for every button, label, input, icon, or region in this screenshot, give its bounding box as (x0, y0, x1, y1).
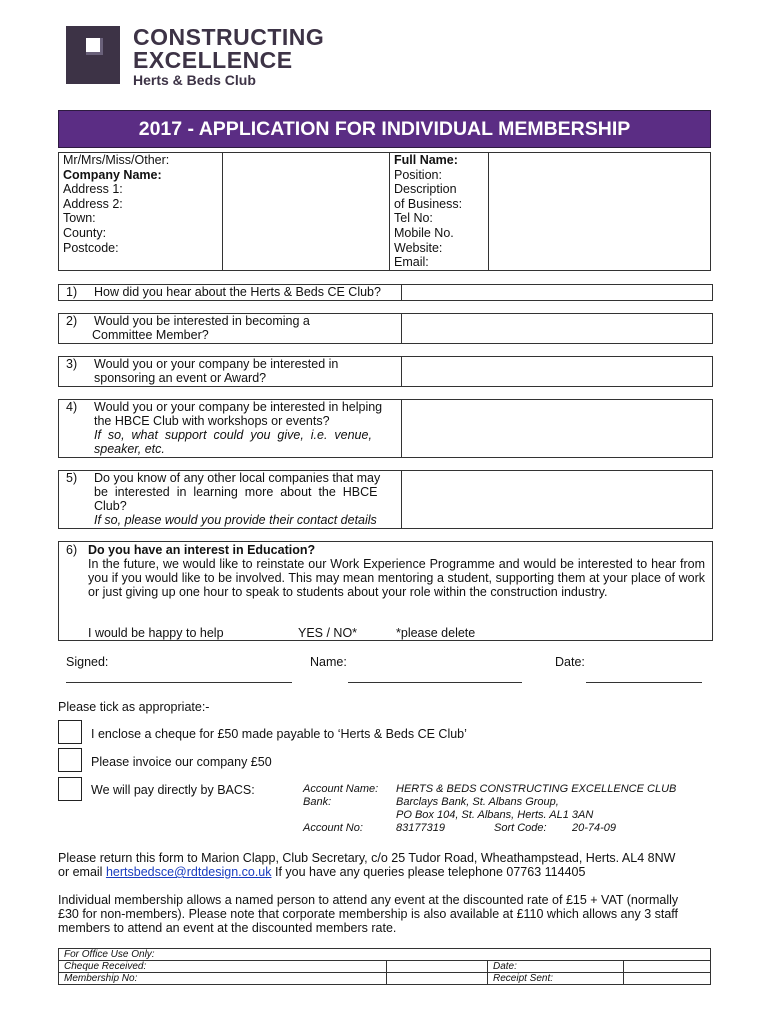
office-membership-label: Membership No: (59, 973, 387, 985)
logo-mark (66, 26, 120, 84)
office-date-label: Date: (488, 961, 624, 973)
q3-divider (401, 357, 402, 386)
date-label: Date: (555, 655, 585, 669)
bank-line1: Barclays Bank, St. Albans Group, (396, 796, 559, 808)
individual-line1: Individual membership allows a named person to attend any event at the discounted rate of £15 + VAT (normally (58, 893, 679, 907)
return-line2 (58, 865, 585, 879)
label-position: Position: (394, 167, 442, 182)
date-line[interactable] (586, 682, 702, 683)
q5-text (94, 471, 399, 527)
account-no-label: Account No: (303, 822, 363, 834)
q5-number: 5) (66, 471, 78, 485)
logo-line2: EXCELLENCE (133, 47, 293, 73)
details-left-input[interactable] (223, 153, 390, 271)
office-receipt-value[interactable] (624, 973, 711, 985)
details-right-input[interactable] (489, 153, 711, 271)
q6-happy: I would be happy to help (88, 626, 224, 640)
q1-divider (401, 285, 402, 300)
q2-line1: Would you be interested in becoming a (94, 314, 310, 328)
q5-line1: Do you know of any other local companies that may (94, 471, 381, 485)
logo-mark-inner (86, 38, 103, 55)
label-county: County: (63, 225, 107, 240)
office-receipt-label: Receipt Sent: (488, 973, 624, 985)
label-address1: Address 1: (63, 182, 123, 197)
sort-code-label: Sort Code: (494, 822, 547, 834)
q6-body: In the future, we would like to reinstate our Work Experience Programme and would be interested to hear from you if you would like to be involved. This may mean mentoring a student, supporting them at your place of work or just giving up one hour to speak to students about your role within the construction industry. (88, 557, 705, 599)
label-town: Town: (63, 211, 96, 226)
sort-code-value: 20-74-09 (572, 822, 617, 834)
q3-text (94, 357, 399, 385)
q1-number: 1) (66, 285, 78, 299)
account-name-value: HERTS & BEDS CONSTRUCTING EXCELLENCE CLUB (396, 783, 677, 795)
logo-line3: Herts & Beds Club (133, 72, 256, 88)
q3-line2: sponsoring an event or Award? (94, 371, 267, 385)
q5-line2: be interested in learning more about the HBCE (94, 485, 378, 499)
q2-line2: Committee Member? (92, 328, 209, 342)
q5-divider (401, 471, 402, 528)
label-business: of Business: (394, 196, 463, 211)
office-title: For Office Use Only: (59, 949, 711, 961)
invoice-checkbox[interactable] (58, 748, 82, 772)
page-title: 2017 - APPLICATION FOR INDIVIDUAL MEMBERSHIP (58, 110, 711, 148)
label-website: Website: (394, 240, 443, 255)
q4-text (94, 400, 399, 456)
q5-line3: Club? (94, 499, 127, 513)
email-link[interactable]: hertsbedsce@rdtdesign.co.uk (105, 865, 272, 879)
q2-number: 2) (66, 314, 78, 328)
q4-line2: the HBCE Club with workshops or events? (94, 414, 330, 428)
bank-label: Bank: (303, 796, 332, 808)
office-use-table (58, 948, 711, 985)
q4-number: 4) (66, 400, 78, 414)
q2-text (94, 314, 399, 342)
q4-line1: Would you or your company be interested in helping (94, 400, 383, 414)
details-right-labels (390, 153, 489, 271)
label-title: Mr/Mrs/Miss/Other: (63, 153, 170, 167)
bacs-checkbox[interactable] (58, 777, 82, 801)
label-full-name: Full Name: (394, 153, 458, 167)
label-company: Company Name: (63, 167, 162, 182)
name-label: Name: (310, 655, 347, 669)
office-cheque-value[interactable] (387, 961, 488, 973)
question-1 (58, 284, 713, 301)
account-name-label: Account Name: (303, 783, 379, 795)
label-email: Email: (394, 255, 429, 270)
q1-text: How did you hear about the Herts & Beds CE Club? (94, 285, 381, 299)
label-description: Description (394, 182, 457, 197)
return-line1: Please return this form to Marion Clapp, Club Secretary, c/o 25 Tudor Road, Wheathampstead, Herts. AL4 8NW (58, 851, 676, 865)
tick-intro: Please tick as appropriate:- (58, 700, 210, 714)
individual-line3: members to attend an event at the discounted members rate. (58, 921, 397, 935)
invoice-label: Please invoice our company £50 (91, 755, 272, 769)
details-table (58, 152, 711, 271)
bank-line2: PO Box 104, St. Albans, Herts. AL1 3AN (396, 809, 594, 821)
office-membership-value[interactable] (387, 973, 488, 985)
office-date-value[interactable] (624, 961, 711, 973)
question-5 (58, 470, 713, 529)
name-line[interactable] (348, 682, 522, 683)
question-4 (58, 399, 713, 458)
return-or-email: or email (58, 865, 103, 879)
details-left-labels (59, 153, 223, 271)
q5-line4: If so, please would you provide their contact details (94, 513, 377, 527)
account-no-value: 83177319 (396, 822, 445, 834)
q6-heading: Do you have an interest in Education? (88, 543, 316, 557)
q4-line4: speaker, etc. (94, 442, 165, 456)
bacs-label: We will pay directly by BACS: (91, 783, 255, 797)
office-cheque-label: Cheque Received: (59, 961, 387, 973)
return-queries: If you have any queries please telephone 07763 114405 (271, 865, 586, 879)
cheque-checkbox[interactable] (58, 720, 82, 744)
q4-divider (401, 400, 402, 457)
label-address2: Address 2: (63, 196, 123, 211)
label-mobile: Mobile No. (394, 225, 454, 240)
signed-label: Signed: (66, 655, 109, 669)
q6-number: 6) (66, 543, 78, 557)
q2-divider (401, 314, 402, 343)
question-6 (58, 541, 713, 641)
q3-number: 3) (66, 357, 78, 371)
cheque-label: I enclose a cheque for £50 made payable to ‘Herts & Beds CE Club’ (91, 727, 467, 741)
q6-delete-note: *please delete (396, 626, 476, 640)
signed-line[interactable] (66, 682, 292, 683)
label-postcode: Postcode: (63, 240, 119, 255)
individual-line2: £30 for non-members). Please note that corporate membership is also available at £110 which allows any 3 staff (58, 907, 679, 921)
q3-line1: Would you or your company be interested in (94, 357, 339, 371)
q4-line3: If so, what support could you give, i.e. venue, (94, 428, 372, 442)
label-tel: Tel No: (394, 211, 433, 226)
question-2 (58, 313, 713, 344)
question-3 (58, 356, 713, 387)
logo-line1: CONSTRUCTING (133, 24, 325, 50)
q6-yes-no[interactable]: YES / NO* (298, 626, 358, 640)
